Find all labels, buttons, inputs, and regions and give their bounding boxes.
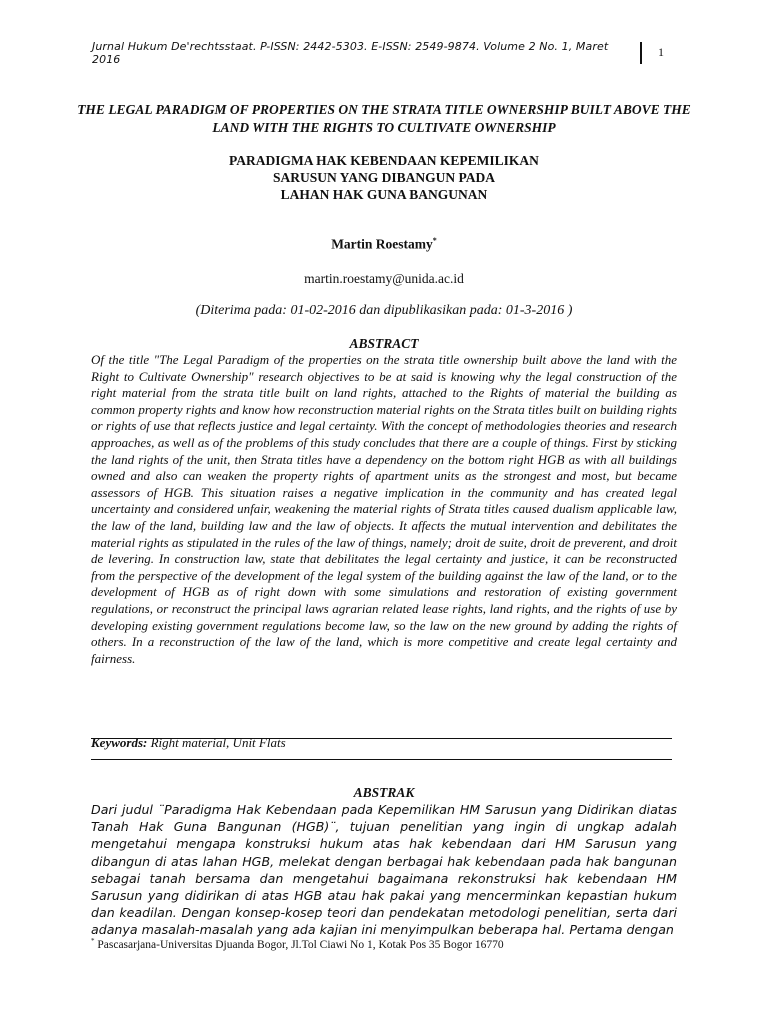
keywords-label: Keywords: (91, 735, 148, 750)
received-published-dates: (Diterima pada: 01-02-2016 dan dipublikasikan pada: 01-3-2016 ) (195, 303, 573, 318)
title-indonesian-line: PARADIGMA HAK KEBENDAAN KEPEMILIKAN (229, 153, 539, 168)
author-name-text: Martin Roestamy (331, 236, 433, 252)
running-header: Jurnal Hukum De'rechtsstaat. P-ISSN: 2442-5303. E-ISSN: 2549-9874. Volume 2 No. 1, Maret 2016 (92, 40, 609, 66)
keywords-value: Right material, Unit Flats (150, 735, 286, 750)
keywords (91, 735, 286, 751)
footnote-mark: * (91, 937, 95, 945)
page-number: 1 (658, 45, 664, 59)
author-name (0, 236, 768, 253)
abstract-body: Of the title "The Legal Paradigm of the properties on the strata title ownership built above the land with the Right to Cultivate Ownership" research objectives to be at said is knowing why the legal construction of the right material from the strata title built on land rights, attached to the Rights of material the building as common property rights and know how reconstruction material rights on the Strata titles built on building rights or rights of use that reflects justice and legal certainty. With the concept of methodologies theories and research approaches, as well as of the problems of this study concludes that there are a couple of things. First by sticking the land rights of the unit, then Strata titles have a dependency on the bottom right HGB as with all buildings owned and also can weaken the property rights of apartment units as the strongest and most, but became assessors of HGB. This situation raises a negative implication in the community and has created legal uncertainty and considered unfair, weakening the material rights of Strata titles caused dualism applicable law, the law of the land, building law and the law of objects. It affects the mutual intervention and debilitates the material rights as stipulated in the rules of the law of things, namely; droit de suite, droit de preverent, and droit de levering. In construction law, state that debilitates the legal certainty and justice, it can be reconstructed from the perspective of the development of the legal system of the building against the law of the land, or to the development of HGB as of right down with some simulations and restoration of existing government regulations, or reconstruct the principal laws agrarian related lease rights, land rights, and the rights of use by developing existing government regulations become law, so the law on the new ground by adding the rights of others. In a reconstruction of the law of the land, which is more competitive and create legal certainty and fairness. (91, 352, 677, 666)
title-english: THE LEGAL PARADIGM OF PROPERTIES ON THE STRATA TITLE OWNERSHIP BUILT ABOVE THE LAND WITH THE RIGHTS TO CULTIVATE OWNERSHIP (77, 102, 691, 135)
abstract-heading: ABSTRACT (349, 336, 419, 351)
author-email: martin.roestamy@unida.ac.id (304, 271, 464, 286)
title-indonesian-line: SARUSUN YANG DIBANGUN PADA (273, 170, 495, 185)
title-indonesian (60, 152, 708, 203)
footnote (91, 937, 691, 951)
header-divider (640, 42, 642, 64)
abstrak-heading: ABSTRAK (353, 785, 415, 800)
footnote-text: Pascasarjana-Universitas Djuanda Bogor, Jl.Tol Ciawi No 1, Kotak Pos 35 Bogor 16770 (97, 938, 504, 951)
keywords-bottom-rule (91, 759, 672, 760)
abstrak-body: Dari judul ¨Paradigma Hak Kebendaan pada Kepemilikan HM Sarusun yang Didirikan diatas Tanah Hak Guna Bangunan (HGB)¨, tujuan penelitian yang ingin di ungkap adalah mengetahui mengapa konstruksi hukum atas hak kebendaan dari HM Sarusun yang dibangun di atas lahan HGB, melekat dengan berbagai hak kebendaan pada hak bangunan sebagai tanah bersama dan mengetahui bagaimana rekonstruksi hak kebendaan HM Sarusun yang didirikan di atas HGB atau hak pakai yang mencerminkan kepastian hukum dan keadilan. Dengan konsep-kosep teori dan pendekatan metodologi penelitian, serta dari adanya masalah-masalah yang ada kajian ini menyimpulkan beberapa hal. Pertama dengan (91, 802, 677, 938)
title-indonesian-line: LAHAN HAK GUNA BANGUNAN (280, 187, 488, 202)
author-footnote-mark: * (432, 236, 437, 245)
